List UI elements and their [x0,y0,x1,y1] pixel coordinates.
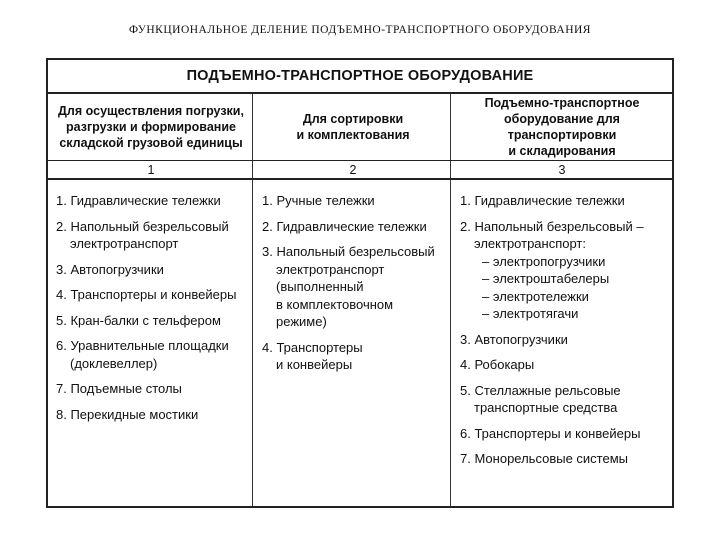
list-item-line: 1. Ручные тележки [262,193,375,208]
list-item [56,380,254,398]
list-item [262,243,452,331]
column-list-2 [254,192,452,382]
list-item-line: режиме) [276,314,327,329]
list-item-line: 4. Транспортеры [262,339,363,355]
list-item [460,356,672,374]
list-item [460,382,672,417]
column-header-line: складской грузовой единицы [59,136,243,150]
column-list-3 [452,192,672,476]
list-subitem: – электроштабелеры [482,271,610,286]
list-item-line: транспортные средства [474,400,618,415]
list-item-line: 3. Напольный безрельсовый [262,244,435,259]
column-header-line: разгрузки и формирование [66,120,236,134]
list-item-line: 1. Гидравлические тележки [56,193,221,208]
column-header-line: оборудование для транспортировки [504,112,620,142]
column-header-1 [48,94,254,160]
list-item-line: и конвейеры [276,357,353,372]
list-item-line: 5. Кран-балки с тельфером [56,312,221,328]
column-header-line: и складирования [508,144,616,158]
list-subitem: – электропогрузчики [482,253,606,269]
list-item [460,425,672,443]
list-item [56,192,254,210]
list-item-line: 6. Уравнительные площадки [56,338,229,353]
list-item-line: (выполненный [276,279,364,294]
column-header-line: Для осуществления погрузки, [58,104,244,118]
list-item-line: 7. Подъемные столы [56,381,182,396]
list-item [460,218,672,323]
list-item [262,339,452,374]
list-item [56,337,254,372]
list-item [460,331,672,349]
list-item-line: 2. Напольный безрельсовый – [460,218,644,234]
list-item-line: 2. Гидравлические тележки [262,218,427,234]
column-header-line: Для сортировки [302,112,404,126]
list-item [56,261,254,279]
list-item-line: в комплектовочном [276,296,394,312]
list-item-line: (доклевеллер) [70,355,158,371]
list-item [262,192,452,210]
list-item-line: 3. Автопогрузчики [56,261,164,277]
column-list-1 [48,192,254,431]
list-item-line: 8. Перекидные мостики [56,406,199,422]
column-number-3: 3 [452,160,672,180]
list-subitem: – электротягачи [482,306,579,321]
list-item-line: 7. Монорельсовые системы [460,451,629,466]
list-item-line: 6. Транспортеры и конвейеры [460,425,641,441]
list-item-line: 4. Транспортеры и конвейеры [56,287,237,302]
list-item [56,312,254,330]
list-item-line: 2. Напольный безрельсовый [56,218,229,234]
slide-title: ФУНКЦИОНАЛЬНОЕ ДЕЛЕНИЕ ПОДЪЕМНО-ТРАНСПОРТНОГО ОБОРУДОВАНИЯ [129,24,591,36]
column-number-2: 2 [254,160,452,180]
table-title: ПОДЪЕМНО-ТРАНСПОРТНОЕ ОБОРУДОВАНИЕ [48,60,672,94]
list-item-line: 4. Робокары [460,357,535,372]
column-header-2 [254,94,452,160]
list-item [56,218,254,253]
list-item-line: 3. Автопогрузчики [460,331,568,347]
list-subitem: – электротележки [482,288,589,304]
column-header-line: и комплектования [296,128,410,142]
column-number-1: 1 [48,160,254,180]
list-item [262,218,452,236]
equipment-table [46,58,674,508]
column-header-line: Подъемно-транспортное [484,96,640,110]
list-item [56,406,254,424]
list-item-line: электротранспорт: [474,236,586,251]
column-header-3 [452,94,672,160]
list-item [460,450,672,468]
list-item [56,286,254,304]
list-item-line: 5. Стеллажные рельсовые [460,382,621,398]
list-item-line: электротранспорт [70,236,179,251]
list-item-line: электротранспорт [276,261,385,277]
list-item-line: 1. Гидравлические тележки [460,193,625,208]
list-item [460,192,672,210]
